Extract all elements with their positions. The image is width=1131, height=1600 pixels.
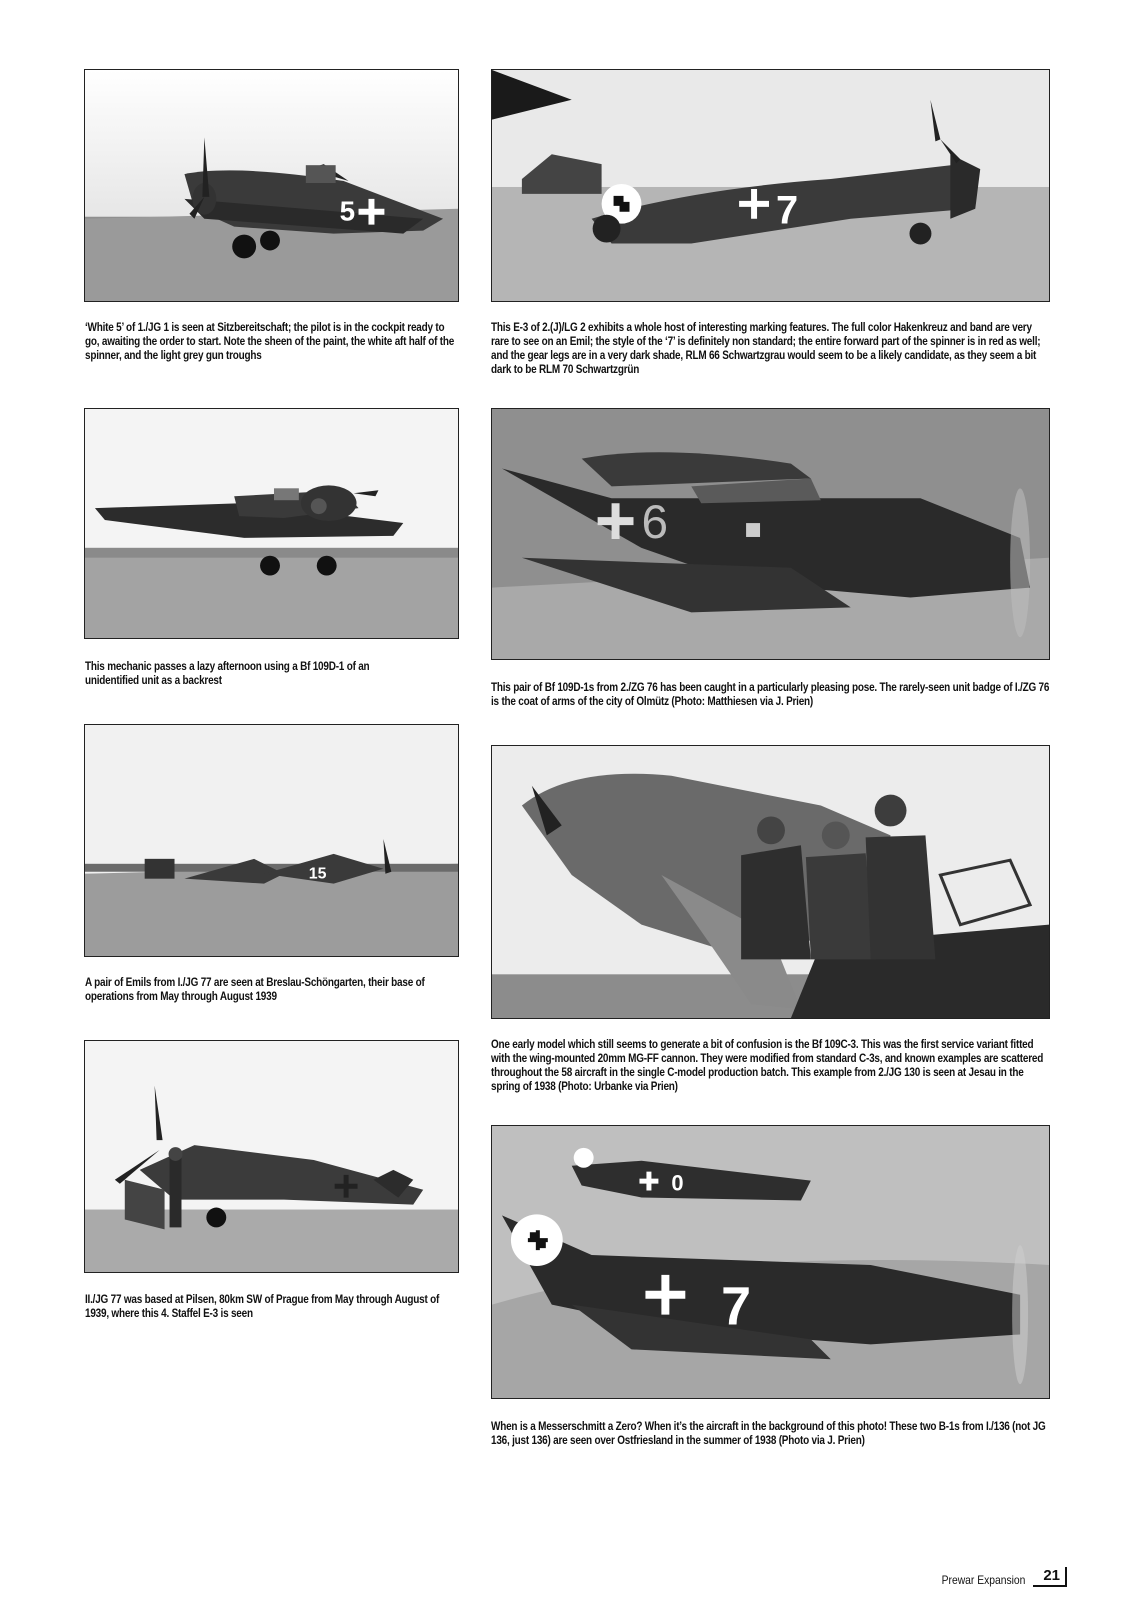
photo-white-5 — [84, 69, 459, 302]
photo-b1s-ostfriesland — [491, 1125, 1050, 1399]
caption-2: This E-3 of 2.(J)/LG 2 exhibits a whole host of interesting marking features. The full color Hakenkreuz and band are very rare to see on an Emil; the style of the ‘7’ is definitely non standard; the entire forward part of the spinner is in red as well; and the gear legs are in a very dark shade, RLM 66 Schwartzgrau would seem to be a likely candidate, as they seem a bit dark to be RLM 70 Schwartzgrün — [491, 321, 1041, 376]
photo-mechanic-d1 — [84, 408, 459, 639]
photo-jg77-pilsen — [84, 1040, 459, 1273]
caption-8: When is a Messerschmitt a Zero? When it’s the aircraft in the background of this photo! These two B-1s from I./136 (not JG 136, just 136) are seen over Ostfriesland in the summer of 1938 (Photo via J. Prien) — [491, 1420, 1046, 1447]
caption-1: ‘White 5’ of 1./JG 1 is seen at Sitzbereitschaft; the pilot is in the cockpit ready to go, awaiting the order to start. Note the sheen of the paint, the white aft half of the spinner, and the light grey gun troughs — [85, 321, 455, 362]
caption-5: A pair of Emils from I./JG 77 are seen at Breslau-Schöngarten, their base of operations from May through August 1939 — [85, 976, 425, 1003]
footer-section: Prewar Expansion — [941, 1573, 1026, 1587]
photo-marking-7: 7 — [775, 188, 799, 233]
photo-e3-lg2 — [491, 69, 1050, 302]
photo-marking-5: 5 — [339, 195, 356, 227]
photo-marking-6: 6 — [641, 496, 669, 549]
photo-d1s-in-flight — [491, 408, 1050, 660]
photo-marking-7b: 7 — [721, 1276, 752, 1337]
caption-3: This mechanic passes a lazy afternoon using a Bf 109D-1 of an unidentified unit as a backrest — [85, 660, 370, 687]
caption-6: One early model which still seems to generate a bit of confusion is the Bf 109C-3. This was the first service variant fitted with the wing-mounted 20mm MG-FF cannon. They were modified from standard C-3s, and known examples are scattered throughout the 58 aircraft in the single C-model production batch. This example from 2./JG 130 is seen at Jesau in the spring of 1938 (Photo: Urbanke via Prien) — [491, 1038, 1044, 1093]
caption-7: II./JG 77 was based at Pilsen, 80km SW of Prague from May through August of 1939, where this 4. Staffel E-3 is seen — [85, 1293, 440, 1320]
caption-4: This pair of Bf 109D-1s from 2./ZG 76 has been caught in a particularly pleasing pose. The rarely-seen unit badge of I./ZG 76 is the coat of arms of the city of Olmütz (Photo: Matthiesen via J. Prien) — [491, 681, 1050, 708]
photo-marking-15: 15 — [308, 865, 327, 883]
page-footer — [928, 1567, 1067, 1587]
photo-emils-breslau — [84, 724, 459, 957]
photo-c3-airmen — [491, 745, 1050, 1019]
photo-marking-0: 0 — [671, 1170, 684, 1196]
page-number: 21 — [1033, 1567, 1067, 1587]
